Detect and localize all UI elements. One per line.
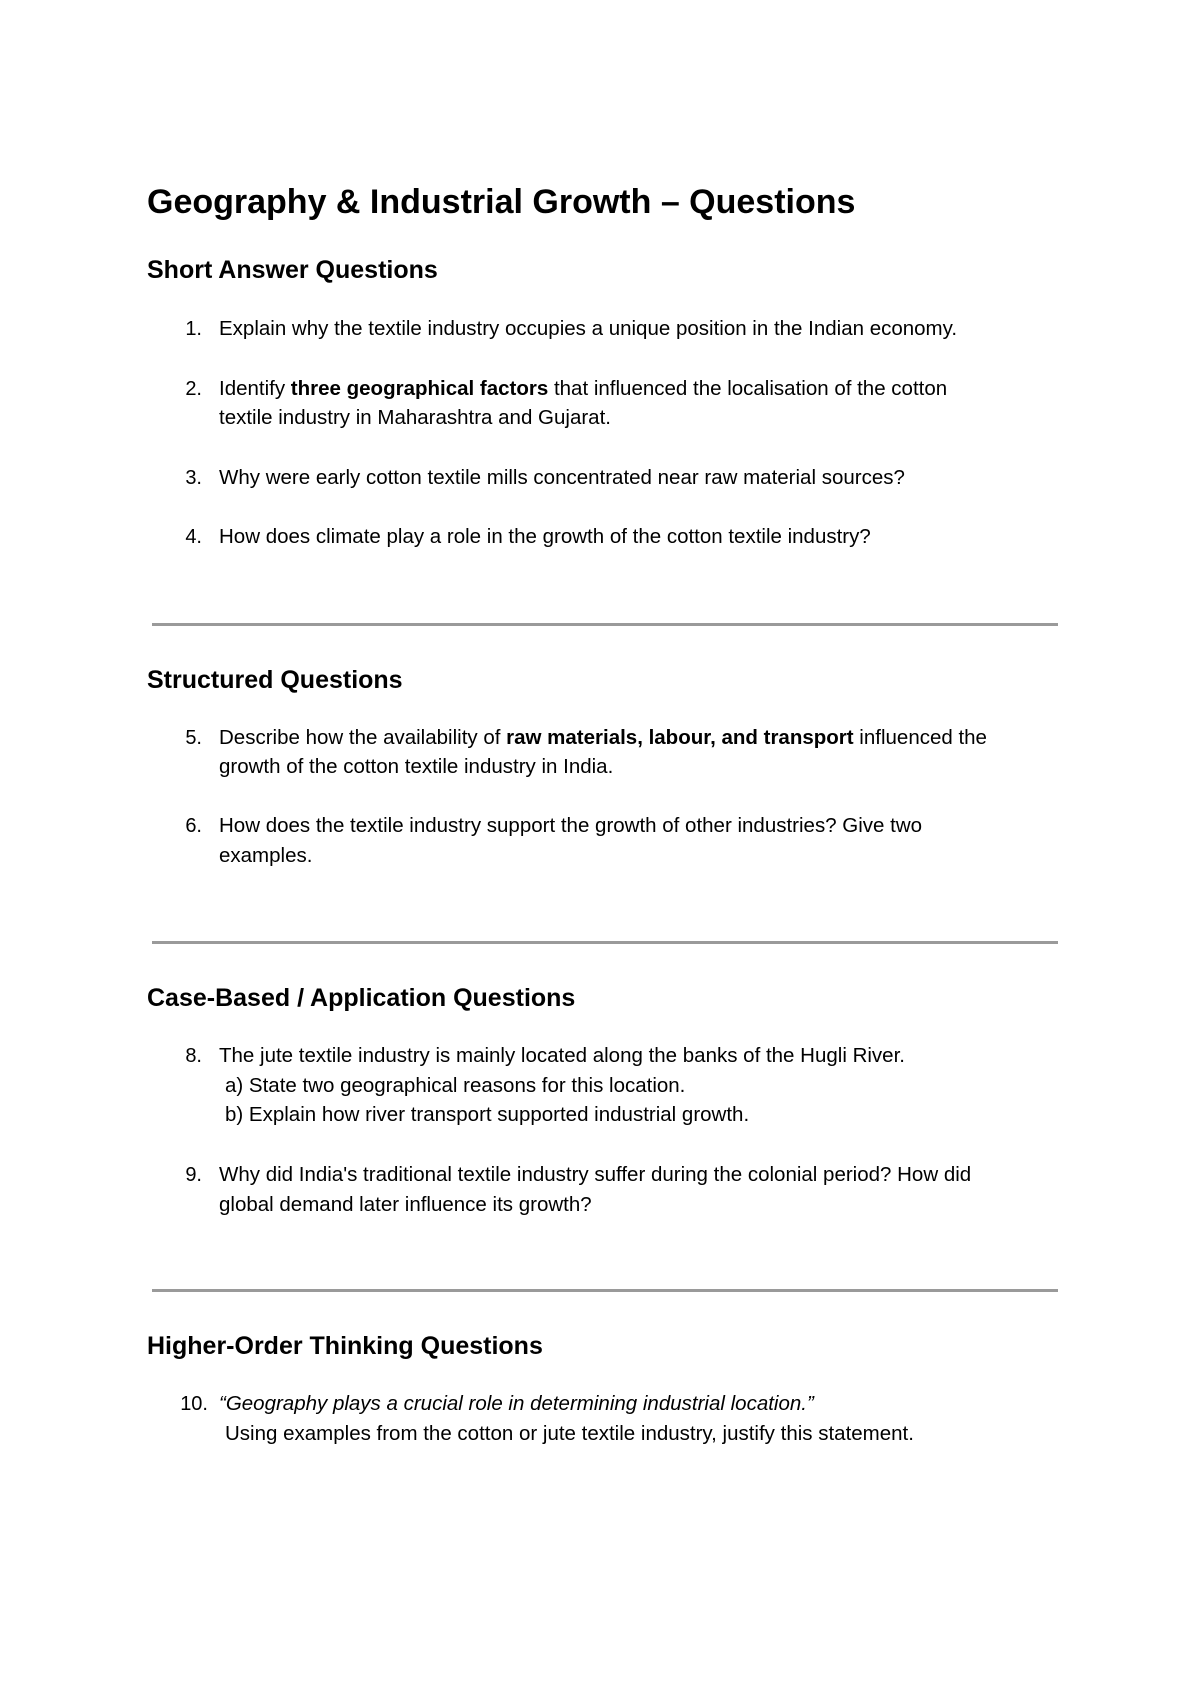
- question-text: growth of the cotton textile industry in India.: [219, 755, 614, 778]
- question-text: global demand later influence its growth?: [219, 1193, 592, 1216]
- question-number: 5.: [185, 727, 202, 749]
- question-text: How does the textile industry support the growth of other industries? Give two: [219, 814, 923, 837]
- question-text: Why did India's traditional textile industry suffer during the colonial period? How did: [219, 1163, 972, 1186]
- question-number: 10.: [180, 1393, 208, 1415]
- question-text: Describe how the availability of: [219, 726, 507, 749]
- question-text: that influenced the localisation of the cotton: [548, 377, 948, 400]
- question-text: Using examples from the cotton or jute textile industry, justify this statement.: [225, 1422, 914, 1445]
- question-number: 8.: [185, 1045, 202, 1067]
- sub-question-b: b) Explain how river transport supported industrial growth.: [225, 1103, 750, 1126]
- question-text: How does climate play a role in the growth of the cotton textile industry?: [219, 525, 871, 548]
- question-text: influenced the: [853, 726, 987, 749]
- question-text: The jute textile industry is mainly located along the banks of the Hugli River.: [219, 1044, 905, 1067]
- section-heading-case-based: Case-Based / Application Questions: [147, 984, 576, 1012]
- document-title: Geography & Industrial Growth – Questions: [147, 183, 856, 221]
- question-number: 9.: [185, 1164, 202, 1186]
- question-number: 3.: [185, 467, 202, 489]
- question-text-line: [219, 723, 987, 753]
- section-divider: [152, 1289, 1058, 1292]
- section-heading-short-answer: Short Answer Questions: [147, 256, 438, 284]
- question-text: examples.: [219, 844, 313, 867]
- section-heading-higher-order: Higher-Order Thinking Questions: [147, 1332, 543, 1360]
- question-number: 4.: [185, 526, 202, 548]
- question-text: Identify: [219, 377, 291, 400]
- quote-text: “Geography plays a crucial role in determining industrial location.”: [219, 1392, 814, 1415]
- section-divider: [152, 941, 1058, 944]
- section-heading-structured: Structured Questions: [147, 666, 403, 694]
- question-text: Explain why the textile industry occupies a unique position in the Indian economy.: [219, 317, 958, 340]
- emphasis-text: raw materials, labour, and transport: [506, 726, 854, 749]
- emphasis-text: three geographical factors: [290, 377, 549, 400]
- sub-question-a: a) State two geographical reasons for this location.: [225, 1074, 686, 1097]
- question-text: textile industry in Maharashtra and Gujarat.: [219, 406, 611, 429]
- question-number: 1.: [185, 318, 202, 340]
- question-number: 2.: [185, 378, 202, 400]
- question-number: 6.: [185, 815, 202, 837]
- question-text-line: [219, 374, 947, 404]
- section-divider: [152, 623, 1058, 626]
- question-text: Why were early cotton textile mills concentrated near raw material sources?: [219, 466, 905, 489]
